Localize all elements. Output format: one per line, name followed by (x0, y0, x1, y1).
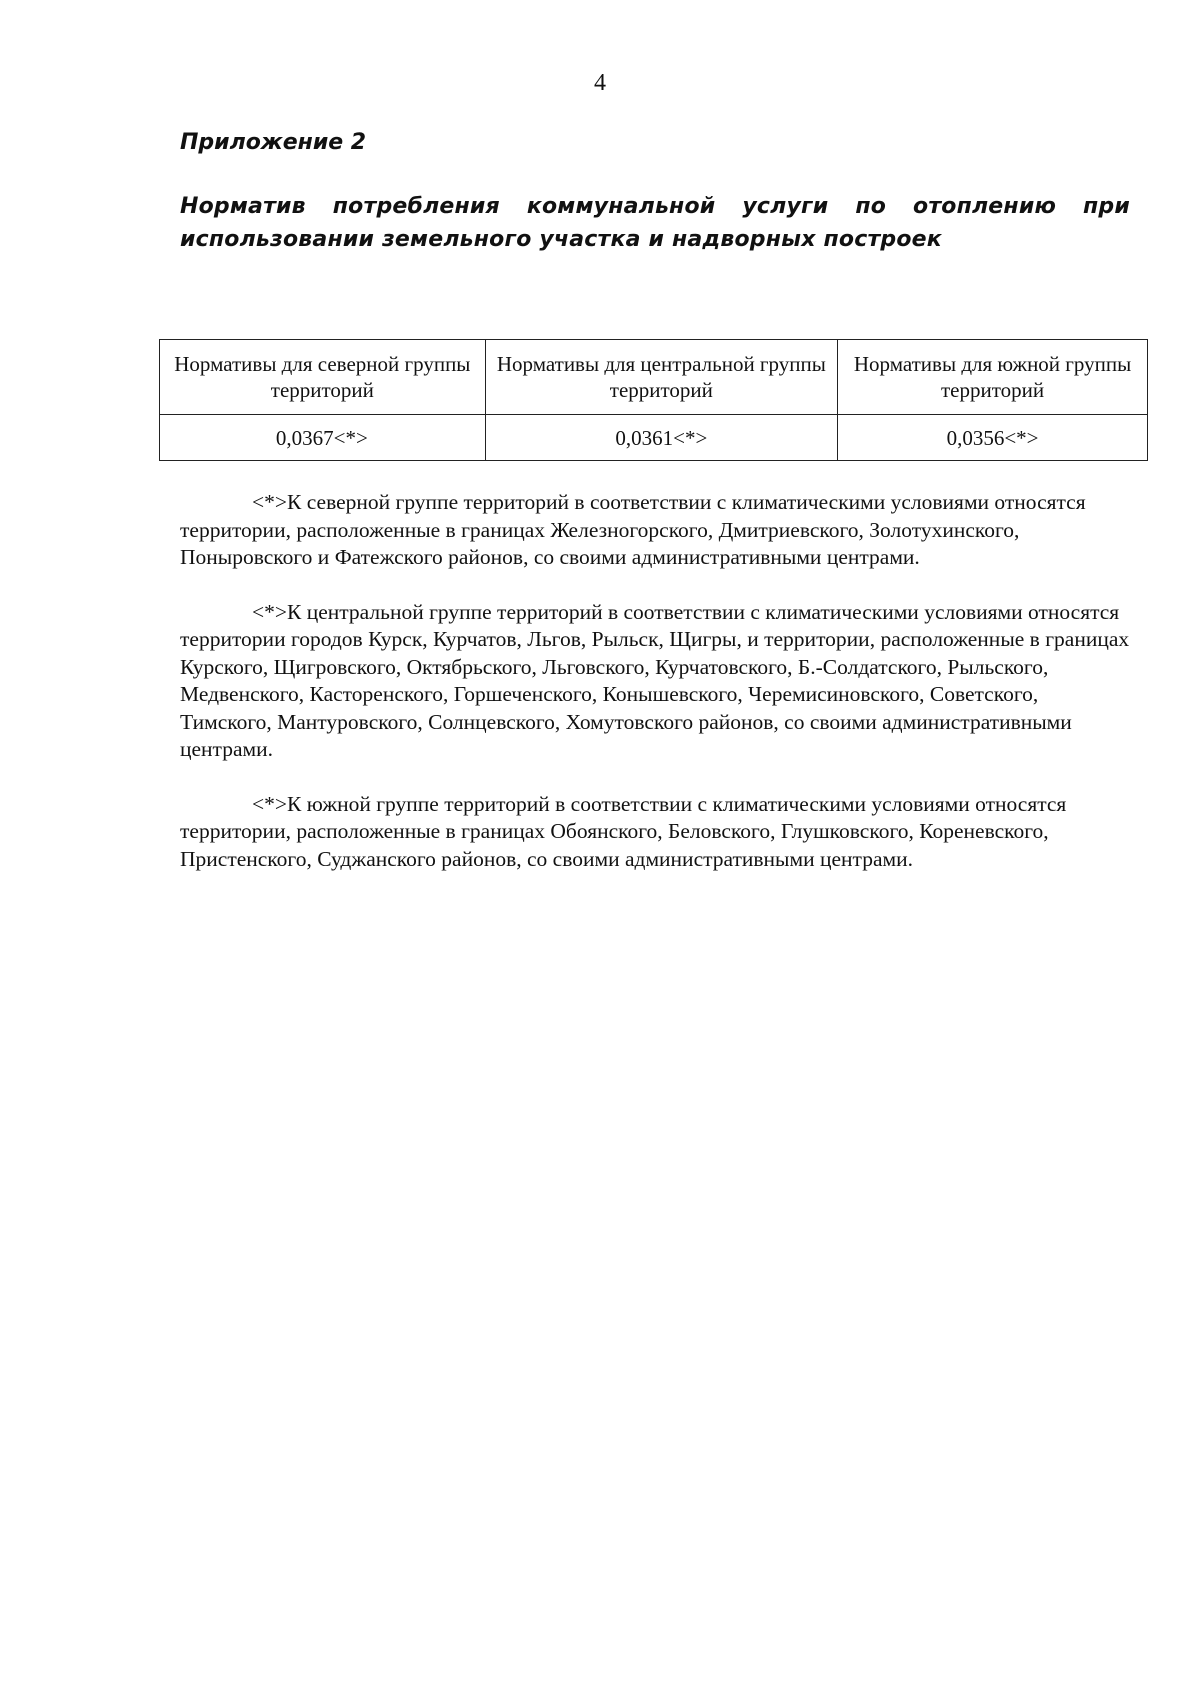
table-row (160, 415, 1148, 461)
heading-line-1: Норматив потребления коммунальной услуги по отоплению при (180, 194, 1130, 219)
norms-table (159, 339, 1148, 461)
heading-line-2: использовании земельного участка и надворных построек (180, 227, 942, 252)
value-central: 0,0361<*> (485, 415, 837, 461)
header-north: Нормативы для северной группы территорий (160, 340, 486, 415)
header-central: Нормативы для центральной группы территорий (485, 340, 837, 415)
header-south: Нормативы для южной группы территорий (838, 340, 1148, 415)
appendix-title: Приложение 2 (180, 130, 367, 155)
footnote-south: <*>К южной группе территорий в соответствии с климатическими условиями относятся территории, расположенные в границах Обоянского, Беловского, Глушковского, Кореневского, Пристенского, Суджанского районов, со своими административными центрами. (180, 791, 1067, 871)
table-header-row (160, 340, 1148, 415)
document-heading (180, 190, 1130, 256)
page-number: 4 (594, 70, 606, 96)
footnotes (180, 489, 1130, 900)
footnote-north: <*>К северной группе территорий в соответствии с климатическими условиями относятся территории, расположенные в границах Железногорского, Дмитриевского, Золотухинского, Поныровского и Фатежского районов, со своими административными центрами. (180, 490, 1086, 569)
value-south: 0,0356<*> (838, 415, 1148, 461)
footnote-central: <*>К центральной группе территорий в соответствии с климатическими условиями относятся территории городов Курск, Курчатов, Льгов, Рыльск, Щигры, и территории, расположенные в границах Курского, Щигровского, Октябрьского, Льговского, Курчатовского, Б.-Солдатского, Рыльского, Медвенского, Касторенского, Горшеченского, Конышевского, Черемисиновского, Советского, Тимского, Мантуровского, Солнцевского, Хомутовского районов, со своими административными центрами. (180, 599, 1130, 761)
value-north: 0,0367<*> (160, 415, 486, 461)
